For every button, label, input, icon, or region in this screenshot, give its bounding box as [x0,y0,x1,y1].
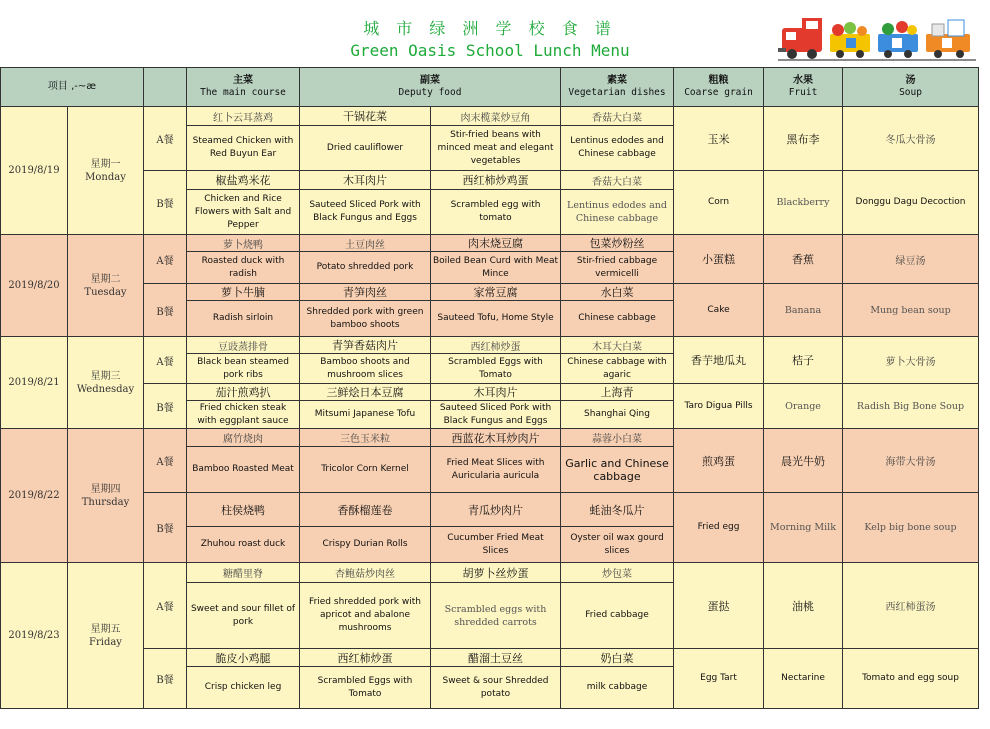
veg-en: Chinese cabbage with agaric [561,354,674,384]
grain-en: Corn [674,171,764,235]
deputy1-cn: 三色玉米粒 [300,429,431,447]
main-cn: 椒盐鸡米花 [187,171,300,190]
train-engine-icon [778,18,822,52]
deputy2-en: Stir-fried beans with minced meat and elegant vegetables [431,126,561,171]
main-cn: 柱侯烧鸭 [187,493,300,527]
weekday-cell [68,563,144,709]
header-row [1,68,979,107]
main-en: Roasted duck with radish [187,252,300,284]
grain-cn: 蛋挞 [674,563,764,649]
main-en: Zhuhou roast duck [187,527,300,563]
header-deputy-en: Deputy food [398,87,462,98]
fruit-cn: 黑布李 [764,107,843,171]
veg-en: Oyster oil wax gourd slices [561,527,674,563]
date-cell: 2019/8/23 [1,563,68,709]
deputy1-cn: 青笋香菇肉片 [300,337,431,354]
deputy2-cn: 西蓝花木耳炒肉片 [431,429,561,447]
weekday-en: Wednesday [76,383,135,395]
meal-label: B餐 [144,493,187,563]
fruit-cn: 晨光牛奶 [764,429,843,493]
weekday-cn: 星期一 [90,158,121,170]
fruit-cn: 桔子 [764,337,843,384]
fruit-en: Blackberry [764,171,843,235]
grain-cn: 香芋地瓜丸 [674,337,764,384]
vegetable-car-icon [878,21,918,52]
veg-cn: 香菇大白菜 [561,171,674,190]
deputy2-cn: 醋溜土豆丝 [431,649,561,667]
weekday-cell [68,235,144,337]
grain-en: Fried egg [674,493,764,563]
main-en: Sweet and sour fillet of pork [187,583,300,649]
deputy1-en: Sauteed Sliced Pork with Black Fungus and Eggs [300,190,431,235]
deputy1-cn: 土豆肉丝 [300,235,431,252]
deputy1-en: Fried shredded pork with apricot and abalone mushrooms [300,583,431,649]
header-veg-en: Vegetarian dishes [568,87,666,98]
header-meal [144,68,187,107]
main-en: Steamed Chicken with Red Buyun Ear [187,126,300,171]
header-deputy-cn: 副菜 [420,75,440,86]
deputy1-cn: 青笋肉丝 [300,284,431,301]
header-fruit [764,68,843,107]
veg-en: Lentinus edodes and Chinese cabbage [561,190,674,235]
meal-label: B餐 [144,384,187,429]
deputy2-cn: 胡萝卜丝炒蛋 [431,563,561,583]
deputy1-cn: 干锅花菜 [300,107,431,126]
weekday-en: Thursday [81,496,130,508]
weekday-en: Tuesday [84,286,127,298]
header-grain-en: Coarse grain [684,87,753,98]
main-en: Bamboo Roasted Meat [187,447,300,493]
weekday-cn: 星期五 [90,623,121,635]
soup-cn: 绿豆汤 [843,235,979,284]
deputy1-en: Crispy Durian Rolls [300,527,431,563]
grain-en: Cake [674,284,764,337]
deputy2-cn: 肉末烧豆腐 [431,235,561,252]
weekday-en: Monday [85,171,126,183]
header-veg-cn: 素菜 [607,75,628,86]
soup-en: Tomato and egg soup [843,649,979,709]
header-item-label: 项目 [47,81,68,92]
header-grain [674,68,764,107]
main-en: Fried chicken steak with eggplant sauce [187,401,300,429]
fruit-en: Nectarine [764,649,843,709]
meal-label: A餐 [144,107,187,171]
grain-en: Egg Tart [674,649,764,709]
main-cn: 豆豉蒸排骨 [187,337,300,354]
main-cn: 糖醋里脊 [187,563,300,583]
menu-header [0,0,990,66]
veg-en: Stir-fried cabbage vermicelli [561,252,674,284]
main-en: Radish sirloin [187,301,300,337]
veg-cn: 包菜炒粉丝 [561,235,674,252]
weekday-en: Friday [89,636,122,648]
header-deputy [300,68,561,107]
veg-cn: 炒包菜 [561,563,674,583]
lunch-menu-table [0,67,979,709]
deputy2-cn: 青瓜炒肉片 [431,493,561,527]
deputy2-cn: 木耳肉片 [431,384,561,401]
weekday-cn: 星期四 [90,483,121,495]
deputy2-en: Fried Meat Slices with Auricularia auricula [431,447,561,493]
deputy1-cn: 杏鲍菇炒肉丝 [300,563,431,583]
header-item-sub: ,-~æ [71,81,97,92]
deputy1-cn: 香酥榴莲卷 [300,493,431,527]
deputy2-en: Boiled Bean Curd with Meat Mince [431,252,561,284]
main-en: Black bean steamed pork ribs [187,354,300,384]
meal-label: A餐 [144,337,187,384]
fruit-en: Banana [764,284,843,337]
deputy1-en: Mitsumi Japanese Tofu [300,401,431,429]
soup-en: Kelp big bone soup [843,493,979,563]
veg-cn: 上海青 [561,384,674,401]
fruit-cn: 油桃 [764,563,843,649]
date-cell: 2019/8/19 [1,107,68,235]
deputy2-en: Sweet & sour Shredded potato [431,667,561,709]
veg-en: Garlic and Chinese cabbage [561,447,674,493]
deputy2-en: Cucumber Fried Meat Slices [431,527,561,563]
train-illustration-icon [778,14,976,62]
main-cn: 萝卜烧鸭 [187,235,300,252]
table-row [1,107,979,126]
veg-cn: 蒜蓉小白菜 [561,429,674,447]
deputy1-en: Tricolor Corn Kernel [300,447,431,493]
soup-cn: 冬瓜大骨汤 [843,107,979,171]
deputy1-en: Bamboo shoots and mushroom slices [300,354,431,384]
veg-cn: 水白菜 [561,284,674,301]
main-cn: 茄汁煎鸡扒 [187,384,300,401]
table-row [1,384,979,401]
fruit-car-icon [830,22,870,52]
header-soup [843,68,979,107]
deputy1-cn: 三鲜烩日本豆腐 [300,384,431,401]
meal-label: B餐 [144,171,187,235]
veg-cn: 香菇大白菜 [561,107,674,126]
deputy2-en: Scrambled egg with tomato [431,190,561,235]
header-fruit-en: Fruit [788,87,818,98]
title-chinese: 城 市 绿 洲 学 校 食 谱 [363,19,617,38]
weekday-cn: 星期三 [90,370,121,382]
table-row [1,563,979,583]
fruit-en: Morning Milk [764,493,843,563]
fruit-en: Orange [764,384,843,429]
soup-en: Donggu Dagu Decoction [843,171,979,235]
date-cell: 2019/8/20 [1,235,68,337]
deputy1-en: Scrambled Eggs with Tomato [300,667,431,709]
meal-label: A餐 [144,235,187,284]
soup-en: Radish Big Bone Soup [843,384,979,429]
main-en: Chicken and Rice Flowers with Salt and Pepper [187,190,300,235]
grain-cn: 小蛋糕 [674,235,764,284]
weekday-cn: 星期二 [90,273,121,285]
weekday-cell [68,429,144,563]
meal-label: A餐 [144,563,187,649]
veg-cn: 蚝油冬瓜片 [561,493,674,527]
header-fruit-cn: 水果 [793,75,814,86]
deputy1-cn: 西红柿炒蛋 [300,649,431,667]
deputy2-en: Sauteed Tofu, Home Style [431,301,561,337]
deputy2-cn: 西红柿炒鸡蛋 [431,171,561,190]
veg-cn: 木耳大白菜 [561,337,674,354]
date-cell: 2019/8/21 [1,337,68,429]
header-grain-cn: 粗粮 [708,75,729,86]
veg-en: Chinese cabbage [561,301,674,337]
main-cn: 萝卜牛腩 [187,284,300,301]
deputy2-cn: 肉末榄菜炒豆角 [431,107,561,126]
header-main-cn: 主菜 [233,75,253,86]
veg-en: Shanghai Qing [561,401,674,429]
header-soup-cn: 汤 [905,75,916,86]
veg-cn: 奶白菜 [561,649,674,667]
weekday-cell [68,107,144,235]
soup-cn: 海带大骨汤 [843,429,979,493]
header-item [1,68,144,107]
table-row [1,284,979,301]
header-veg [561,68,674,107]
deputy2-en: Scrambled eggs with shredded carrots [431,583,561,649]
meal-label: A餐 [144,429,187,493]
grain-cn: 煎鸡蛋 [674,429,764,493]
table-row [1,171,979,190]
veg-en: Fried cabbage [561,583,674,649]
grain-cn: 玉米 [674,107,764,171]
title-english: Green Oasis School Lunch Menu [350,41,630,60]
main-cn: 红卜云耳蒸鸡 [187,107,300,126]
grain-en: Taro Digua Pills [674,384,764,429]
table-row [1,493,979,527]
veg-en: milk cabbage [561,667,674,709]
deputy1-en: Shredded pork with green bamboo shoots [300,301,431,337]
soup-cn: 西红柿蛋汤 [843,563,979,649]
table-row [1,337,979,354]
deputy2-cn: 西红柿炒蛋 [431,337,561,354]
deputy1-en: Potato shredded pork [300,252,431,284]
deputy1-cn: 木耳肉片 [300,171,431,190]
meal-label: B餐 [144,284,187,337]
fruit-cn: 香蕉 [764,235,843,284]
main-en: Crisp chicken leg [187,667,300,709]
main-cn: 腐竹烧肉 [187,429,300,447]
veg-en: Lentinus edodes and Chinese cabbage [561,126,674,171]
header-main [187,68,300,107]
meal-label: B餐 [144,649,187,709]
deputy2-cn: 家常豆腐 [431,284,561,301]
milk-car-icon [926,20,970,52]
header-main-en: The main course [200,87,286,98]
table-row [1,235,979,252]
deputy2-en: Sauteed Sliced Pork with Black Fungus and Eggs [431,401,561,429]
header-soup-en: Soup [899,87,922,98]
table-row [1,649,979,667]
soup-cn: 萝卜大骨汤 [843,337,979,384]
table-row [1,429,979,447]
deputy2-en: Scrambled Eggs with Tomato [431,354,561,384]
deputy1-en: Dried cauliflower [300,126,431,171]
main-cn: 脆皮小鸡腿 [187,649,300,667]
soup-en: Mung bean soup [843,284,979,337]
date-cell: 2019/8/22 [1,429,68,563]
weekday-cell [68,337,144,429]
